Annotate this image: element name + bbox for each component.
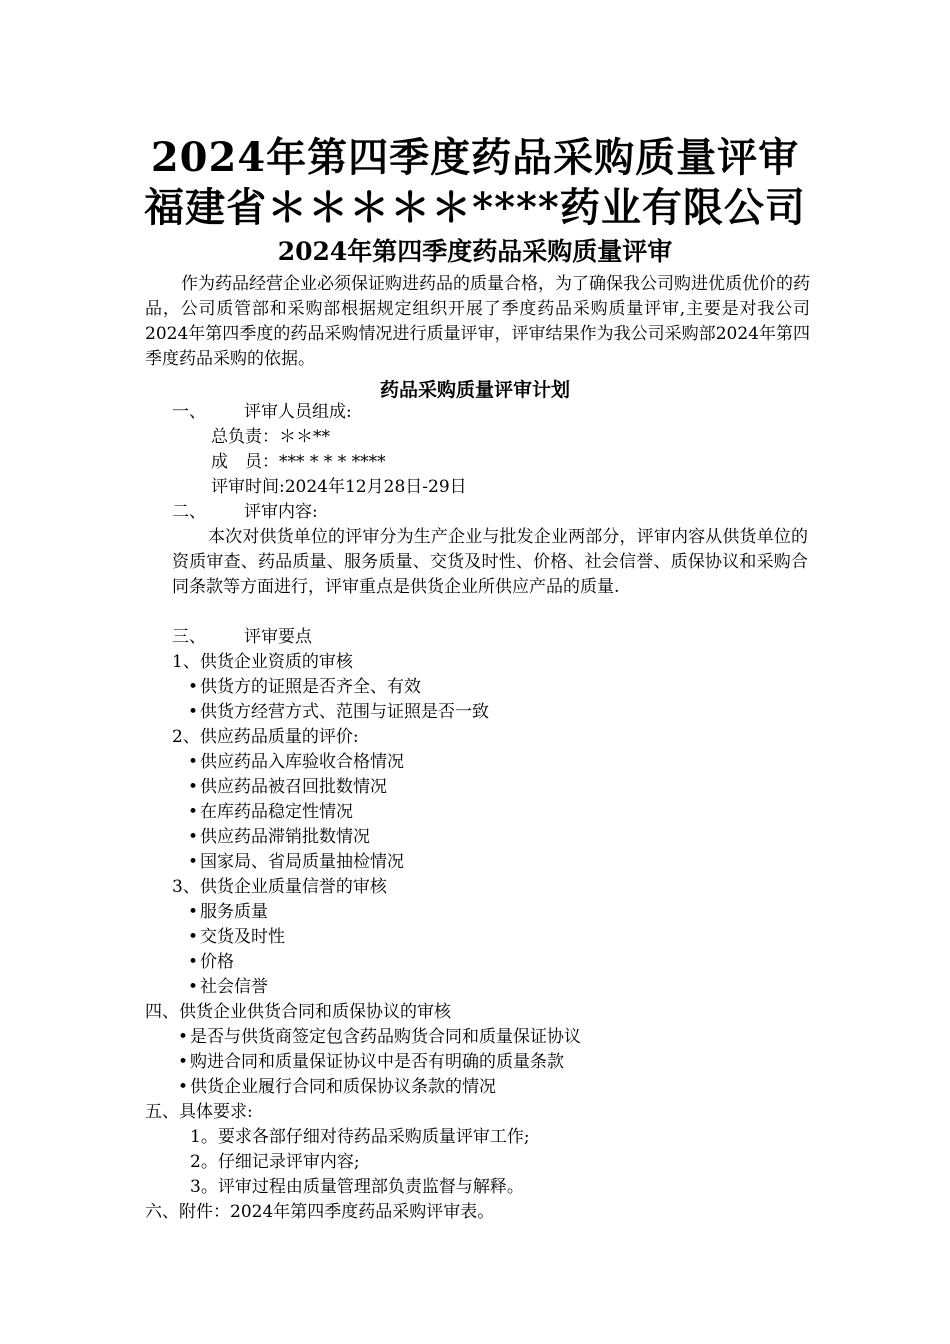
bullet-icon: •	[187, 852, 199, 872]
sub-title: 2024年第四季度药品采购质量评审	[277, 237, 673, 266]
section3-number: 三、	[172, 627, 206, 647]
list-item: • 交货及时性	[186, 925, 285, 950]
bullet-icon: •	[187, 702, 199, 722]
list-item: • 供应药品被召回批数情况	[186, 775, 387, 800]
list-item: • 国家局、省局质量抽检情况	[186, 850, 404, 875]
main-title: 2024年第四季度药品采购质量评审	[150, 134, 800, 181]
list-item: • 服务质量	[186, 900, 268, 925]
list-item: • 供货企业履行合同和质保协议条款的情况	[176, 1075, 496, 1100]
list-item: 3。评审过程由质量管理部负责监督与解释。	[190, 1177, 524, 1197]
section3-title: 评审要点	[244, 627, 312, 647]
plan-title: 药品采购质量评审计划	[379, 379, 570, 401]
section2-title: 评审内容:	[244, 502, 318, 522]
list-item: • 是否与供货商签定包含药品购货合同和质量保证协议	[176, 1025, 581, 1050]
bullet-icon: •	[187, 902, 199, 922]
list-item: • 供货方经营方式、范围与证照是否一致	[186, 700, 489, 725]
section1-title: 评审人员组成:	[244, 402, 352, 422]
list-item: 1。要求各部仔细对待药品采购质量评审工作;	[190, 1127, 530, 1147]
list-item: • 价格	[186, 950, 234, 975]
list-item: • 社会信誉	[186, 975, 268, 1000]
bullet-icon: •	[187, 977, 199, 997]
bullet-icon: •	[187, 752, 199, 772]
section1-number: 一、	[172, 402, 206, 422]
section2-body: 本次对供货单位的评审分为生产企业与批发企业两部分，评审内容从供货单位的资质审查、药品质量、服务质量、交货及时性、价格、社会信誉、质保协议和采购合同条款等方面进行，评审重点是供货企业所供应产品的质量.	[172, 527, 808, 597]
intro-paragraph: 作为药品经营企业必须保证购进药品的质量合格，为了确保我公司购进优质优价的药品，公司质管部和采购部根据规定组织开展了季度药品采购质量评审,主要是对我公司2024年第四季度的药品采购情况进行质量评审，评审结果作为我公司采购部2024年第四季度药品采购的依据。	[145, 274, 810, 369]
list-item: • 供应药品滞销批数情况	[186, 825, 370, 850]
company-name: 福建省＊＊＊＊＊****药业有限公司	[144, 184, 806, 231]
section1-time: 评审时间:2024年12月28日-29日	[211, 477, 467, 497]
list-item: 2。仔细记录评审内容;	[190, 1152, 360, 1172]
section3-group2-heading: 2、供应药品质量的评价:	[172, 727, 359, 747]
bullet-icon: •	[177, 1027, 189, 1047]
list-item: • 供应药品入库验收合格情况	[186, 750, 404, 775]
section3-group1-heading: 1、供货企业资质的审核	[172, 652, 353, 672]
bullet-icon: •	[187, 677, 199, 697]
list-item: • 购进合同和质量保证协议中是否有明确的质量条款	[176, 1050, 564, 1075]
list-item: • 供货方的证照是否齐全、有效	[186, 675, 421, 700]
list-item: • 在库药品稳定性情况	[186, 800, 353, 825]
section3-group3-heading: 3、供货企业质量信誉的审核	[172, 877, 387, 897]
bullet-icon: •	[187, 802, 199, 822]
bullet-icon: •	[187, 827, 199, 847]
bullet-icon: •	[187, 777, 199, 797]
section2-number: 二、	[172, 502, 206, 522]
section1-leader: 总负责：＊＊**	[211, 427, 330, 447]
section6-heading: 六、附件：2024年第四季度药品采购评审表。	[145, 1202, 495, 1222]
bullet-icon: •	[177, 1052, 189, 1072]
section1-members: 成 员：*** * * * ****	[211, 452, 386, 472]
bullet-icon: •	[187, 927, 199, 947]
section4-heading: 四、供货企业供货合同和质保协议的审核	[145, 1002, 451, 1022]
bullet-icon: •	[187, 952, 199, 972]
section5-heading: 五、具体要求:	[145, 1102, 253, 1122]
bullet-icon: •	[177, 1077, 189, 1097]
